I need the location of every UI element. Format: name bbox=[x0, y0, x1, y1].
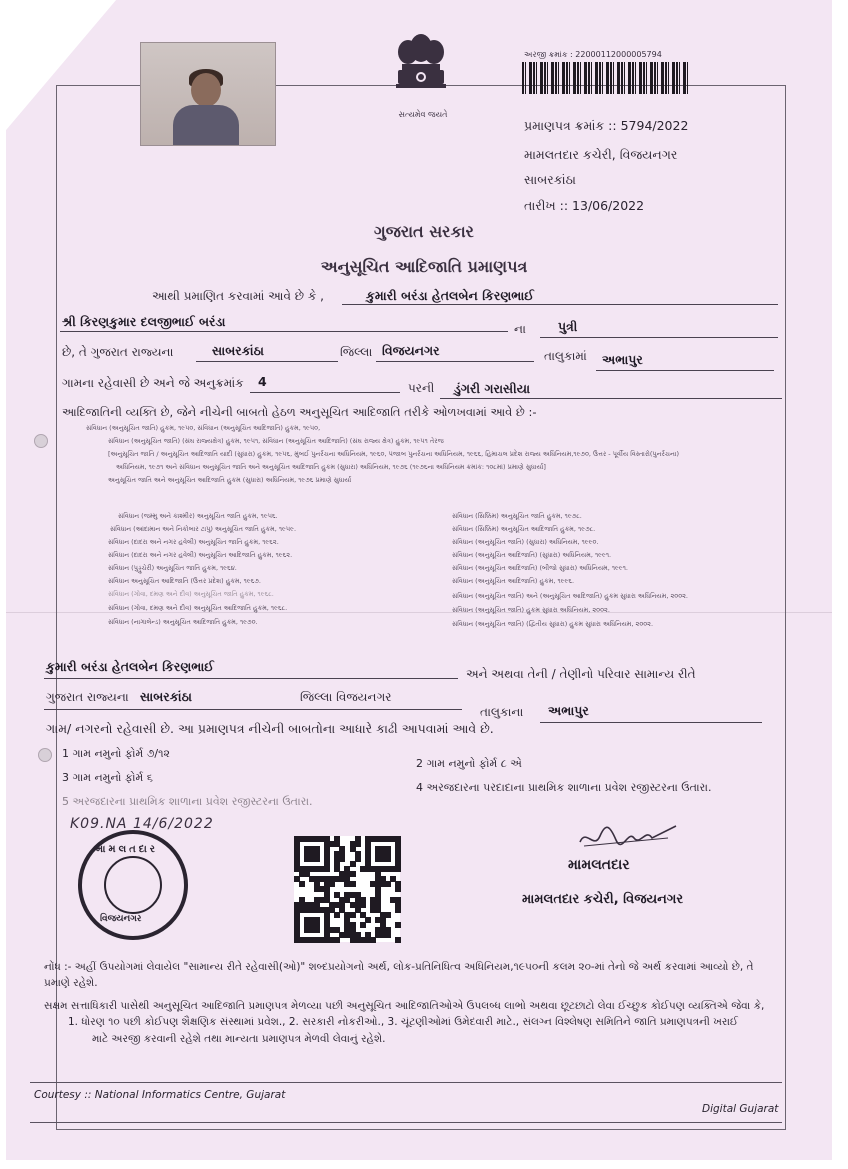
applicant-photo bbox=[140, 42, 276, 146]
qr-module bbox=[385, 856, 391, 862]
document-item: 2 ગામ નમુનો ફોર્મ ૮ એ bbox=[416, 757, 522, 770]
order-right: સંવિધાન (અનુસૂચિત જાતિ) (દ્વિતીય સુધારા) હુકમ સુધારા અધિનિયમ, ૨૦૦૨. bbox=[452, 620, 654, 628]
punch-hole bbox=[38, 748, 52, 762]
order-right: સંવિધાન (અનુસૂચિત જાતિ) અને (અનુસૂચિત આદિજાતિ) હુકમ સુધારા અધિનિયમ, ૨૦૦૨. bbox=[452, 592, 688, 600]
district-label: જિલ્લા bbox=[340, 345, 373, 359]
village-text: ગામ/ નગરનો રહેવાસી છે. આ પ્રમાણપત્ર નીચેની બાબતોના આધારે કાઢી આપવામાં આવે છે. bbox=[46, 721, 494, 736]
footer-courtesy: Courtesy :: National Informatics Centre, Gujarat bbox=[34, 1089, 286, 1101]
tribe-value: ડુંગરી ગરાસીયા bbox=[454, 381, 531, 396]
underline bbox=[250, 392, 400, 393]
officer-office: મામલતદાર કચેરી, વિજયનગર bbox=[522, 892, 684, 907]
qr-code bbox=[294, 836, 400, 942]
qr-module bbox=[395, 922, 401, 928]
qr-module bbox=[350, 881, 356, 887]
relation-suffix: ના bbox=[514, 322, 526, 336]
document-item: 3 ગામ નમુનો ફોર્મ ૬ bbox=[62, 771, 153, 784]
order-line: અનુસૂચિત જાતિ અને અનુસૂચિત આદિજાતિ હુકમ (સુધારા) અધિનિયમ, ૧૯૭૬ પ્રમાણે સુધાર્યા bbox=[108, 476, 352, 484]
underline bbox=[44, 678, 458, 679]
national-emblem-icon bbox=[386, 30, 456, 120]
issue-date: તારીખ :: 13/06/2022 bbox=[524, 198, 645, 213]
order-right: સંવિધાન (સિક્કિમ) અનુસૂચિત જાતિ હુકમ, ૧૯૭૮. bbox=[452, 512, 582, 520]
certify-prefix: આથી પ્રમાણિત કરવામાં આવે છે કે , bbox=[152, 289, 324, 303]
order-right: સંવિધાન (અનુસૂચિત જાતિ) હુકમ સુધારા અધિનિયમ, ૨૦૦૨. bbox=[452, 606, 610, 614]
underline bbox=[440, 398, 782, 399]
document-item: 5 અરજદારના પ્રાથમિક શાળાના પ્રવેશ રજીસ્ટરના ઉતારા. bbox=[62, 795, 313, 808]
order-line: અધિનિયમ, ૧૯૭૧ અને સંવિધાન અનુસૂચિત જાતિ અને અનુસૂચિત આદિજાતિ હુકમ (સુધારા) અધિનિયમ, ૧૯૭૬ (૧૯૭૬ના અધિનિયમ ક્રમાંક: ૧૦૮માં) પ્રમાણે સુધાર્યા] bbox=[116, 463, 546, 471]
underline bbox=[44, 709, 462, 710]
state-prefix: છે, તે ગુજરાત રાજ્યના bbox=[62, 345, 174, 359]
order-left: સંવિધાન (પુડ્ડુચેરી) અનુસૂચિત જાતિ હુકમ, ૧૯૬૪. bbox=[108, 564, 237, 572]
order-right: સંવિધાન (અનુસૂચિત જાતિ) (સુધારા) અધિનિયમ, ૧૯૯૦. bbox=[452, 538, 599, 546]
residence-state: ગુજરાત રાજ્યના bbox=[46, 690, 129, 704]
seal-text-top: મામલતદાર bbox=[96, 844, 158, 855]
underline bbox=[60, 331, 508, 332]
residence-name: કુમારી બરંડા હેતલબેન કિરણભાઈ bbox=[46, 659, 214, 674]
note-line: 1. ધોરણ ૧૦ પછી કોઈપણ શૈક્ષણિક સંસ્થામાં પ્રવેશ., 2. સરકારી નોકરીઓ., 3. ચૂંટણીઓમાં ઉમેદવારી માટે., સંલગ્ન વિશ્લેષણ સમિતિને જાતિ પ્રમાણપત્રની ખરાઈ bbox=[68, 1016, 738, 1028]
qr-module bbox=[334, 937, 340, 943]
village-prefix: ગામના રહેવાસી છે અને જે અનુક્રમાંક bbox=[62, 376, 244, 390]
tribe-suffix: આદિજાતિની વ્યક્તિ છે, જેને નીચેની બાબતો હેઠળ અનુસૂચિત આદિજાતિ તરીકે ઓળખવામાં આવે છે :- bbox=[62, 405, 537, 419]
holder-name: કુમારી બરંડા હેતલબેન કિરણભાઈ bbox=[366, 288, 534, 303]
order-left: સંવિધાન (નાગાલેન્ડ) અનુસૂચિત આદિજાતિ હુકમ, ૧૯૭૦. bbox=[108, 618, 258, 626]
qr-module bbox=[395, 886, 401, 892]
note-line: પ્રમાણે રહેશે. bbox=[44, 977, 98, 989]
qr-module bbox=[395, 937, 401, 943]
family-text: અને અથવા તેની / તેણીનો પરિવાર સામાન્ય રીતે bbox=[466, 667, 696, 681]
qr-module bbox=[299, 881, 305, 887]
residence-subdistrict: જિલ્લા વિજયનગર bbox=[300, 690, 392, 704]
order-line: સંવિધાન (અનુસૂચિત જાતિ) (સંઘ રાજ્યક્ષેત્ર) હુકમ, ૧૯૫૧, સંવિધાન (અનુસૂચિત આદિજાતિ) (સંઘ રાજ્ય ક્ષેત્ર) હુકમ, ૧૯૫૧ તેરજ bbox=[108, 437, 444, 445]
residence-taluka: અભાપુર bbox=[548, 703, 589, 718]
application-number: અરજી ક્રમાંક : 22000112000005794 bbox=[524, 50, 662, 59]
seal-text-bottom: વિજયનગર bbox=[100, 914, 142, 924]
footer-brand: Digital Gujarat bbox=[702, 1103, 779, 1115]
order-left: સંવિધાન (આંદામાન અને નિકોબાર ટાપુ) અનુસૂચિત જાતિ હુકમ, ૧૯૫૯. bbox=[110, 525, 297, 533]
underline bbox=[196, 361, 338, 362]
order-right: સંવિધાન (અનુસૂચિત આદિજાતિ) (બીજો સુધારા) અધિનિયમ, ૧૯૯૧. bbox=[452, 564, 628, 572]
certificate-title: અનુસૂચિત આદિજાતિ પ્રમાણપત્ર bbox=[320, 257, 528, 276]
qr-module bbox=[395, 907, 401, 913]
document-item: 1 ગામ નમુનો ફોર્મ ૭/૧૨ bbox=[62, 747, 170, 760]
underline bbox=[376, 361, 534, 362]
order-line: સંવિધાન (અનુસૂચિત જાતિ) હુકમ, ૧૯૫૦, સંવિધાન (અનુસૂચિત આદિજાતિ) હુકમ, ૧૯૫૦, bbox=[86, 424, 321, 432]
qr-module bbox=[360, 922, 366, 928]
certificate-number: પ્રમાણપત્ર ક્રમાંક :: 5794/2022 bbox=[524, 118, 689, 133]
qr-module bbox=[395, 866, 401, 872]
issuing-office: મામલતદાર કચેરી, વિજયનગર bbox=[524, 147, 678, 162]
note-line: નોંધ :- અહીં ઉપયોગમાં લેવાયેલ "સામાન્ય રીતે રહેવાસી(ઓ)" શબ્દપ્રયોગનો અર્થ, લોક-પ્રતિનિધિત્વ અધિનિયમ,૧૯૫૦ની કલમ ૨૦-માં તેનો જે અર્થ કરવામાં આવ્યો છે, તે bbox=[44, 961, 754, 973]
official-seal bbox=[78, 830, 188, 940]
order-left: સંવિધાન (દાદરા અને નગર હવેલી) અનુસૂચિત આદિજાતિ હુકમ, ૧૯૬૨. bbox=[108, 551, 293, 559]
footer-rule bbox=[30, 1082, 782, 1083]
officer-title: મામલતદાર bbox=[568, 857, 630, 873]
order-left: સંવિધાન (ગોવા, દમણ અને દીવ) અનુસૂચિત જાતિ હુકમ, ૧૯૬૮. bbox=[108, 590, 274, 598]
residence-taluka-label: તાલુકાના bbox=[480, 705, 524, 719]
serial-number: 4 bbox=[258, 374, 267, 389]
qr-module bbox=[334, 912, 340, 918]
underline bbox=[540, 337, 778, 338]
taluka-value: અભાપુર bbox=[602, 352, 643, 367]
footer-rule bbox=[30, 1122, 782, 1123]
qr-module bbox=[385, 932, 391, 938]
order-left: સંવિધાન અનુસૂચિત આદિજાતિ (ઉત્તર પ્રદેશ) હુકમ, ૧૯૬૭. bbox=[108, 577, 261, 585]
residence-district: સાબરકાંઠા bbox=[140, 689, 192, 704]
district-value: સાબરકાંઠા bbox=[212, 343, 264, 358]
order-line: [અનુસૂચિત જાતિ / અનુસૂચિત આદિજાતિ યાદી (સુધારા) હુકમ, ૧૯૫૬, મુંબઈ પુનર્રચના અધિનિયમ, ૧૯૬૦, પંજાબ પુનર્રચના અધિનિયમ, ૧૯૬૬, હિમાચલ પ્રદેશ રાજ્ય અધિનિયમ,૧૯૭૦, ઉત્તર - પૂર્વીય વિસ્તારો(પુનર્રચના) bbox=[108, 450, 679, 458]
order-right: સંવિધાન (અનુસૂચિત આદિજાતિ) હુકમ, ૧૯૯૬. bbox=[452, 577, 575, 585]
relation: પુત્રી bbox=[558, 319, 578, 334]
issuing-district: સાબરકાંઠા bbox=[524, 172, 576, 187]
qr-module bbox=[314, 856, 320, 862]
underline bbox=[540, 722, 762, 723]
order-left: સંવિધાન (દાદરા અને નગર હવેલી) અનુસૂચિત જાતિ હુકમ, ૧૯૬૨. bbox=[108, 538, 279, 546]
subdistrict-value: વિજયનગર bbox=[382, 343, 440, 358]
qr-module bbox=[385, 881, 391, 887]
handwritten-date: K09.NA 14/6/2022 bbox=[70, 816, 214, 832]
qr-module bbox=[314, 927, 320, 933]
qr-module bbox=[370, 937, 376, 943]
order-left: સંવિધાન (જમ્મુ અને કાશ્મીર) અનુસૂચિત જાતિ હુકમ, ૧૯૫૬. bbox=[118, 512, 278, 520]
qr-module bbox=[324, 866, 330, 872]
officer-signature bbox=[576, 820, 680, 854]
document-item: 4 અરજદારના પરદાદાના પ્રાથમિક શાળાના પ્રવેશ રજીસ્ટરના ઉતારા. bbox=[416, 781, 712, 794]
barcode bbox=[522, 62, 688, 94]
underline bbox=[596, 370, 774, 371]
note-line: માટે અરજી કરવાની રહેશે તથા માન્યતા પ્રમાણપત્ર મેળવી લેવાનું રહેશે. bbox=[92, 1033, 386, 1045]
order-left: સંવિધાન (ગોવા, દમણ અને દીવ) અનુસૂચિત આદિજાતિ હુકમ, ૧૯૬૮. bbox=[108, 604, 288, 612]
tribe-label: પરની bbox=[408, 381, 435, 395]
government-title: ગુજરાત સરકાર bbox=[374, 222, 474, 241]
note-line: સક્ષમ સત્તાધિકારી પાસેથી અનુસૂચિત આદિજાતિ પ્રમાણપત્ર મેળવ્યા પછી અનુસૂચિત આદિજાતિઓએ ઉપલબ્ધ લાભો અથવા છૂટછાટો લેવા ઈચ્છુક કોઈપણ વ્યક્તિએ જેવા કે, bbox=[44, 1000, 765, 1012]
punch-hole bbox=[34, 434, 48, 448]
father-name: શ્રી કિરણકુમાર દલજીભાઈ બરંડા bbox=[62, 314, 226, 329]
order-right: સંવિધાન (સિક્કિમ) અનુસૂચિત આદિજાતિ હુકમ, ૧૯૭૮. bbox=[452, 525, 596, 533]
underline bbox=[342, 304, 778, 305]
emblem-motto: સત્યમેવ જયતે bbox=[398, 110, 448, 119]
order-right: સંવિધાન (અનુસૂચિત આદિજાતિ) (સુધારા) અધિનિયમ, ૧૯૯૧. bbox=[452, 551, 612, 559]
taluka-label: તાલુકામાં bbox=[544, 349, 587, 363]
